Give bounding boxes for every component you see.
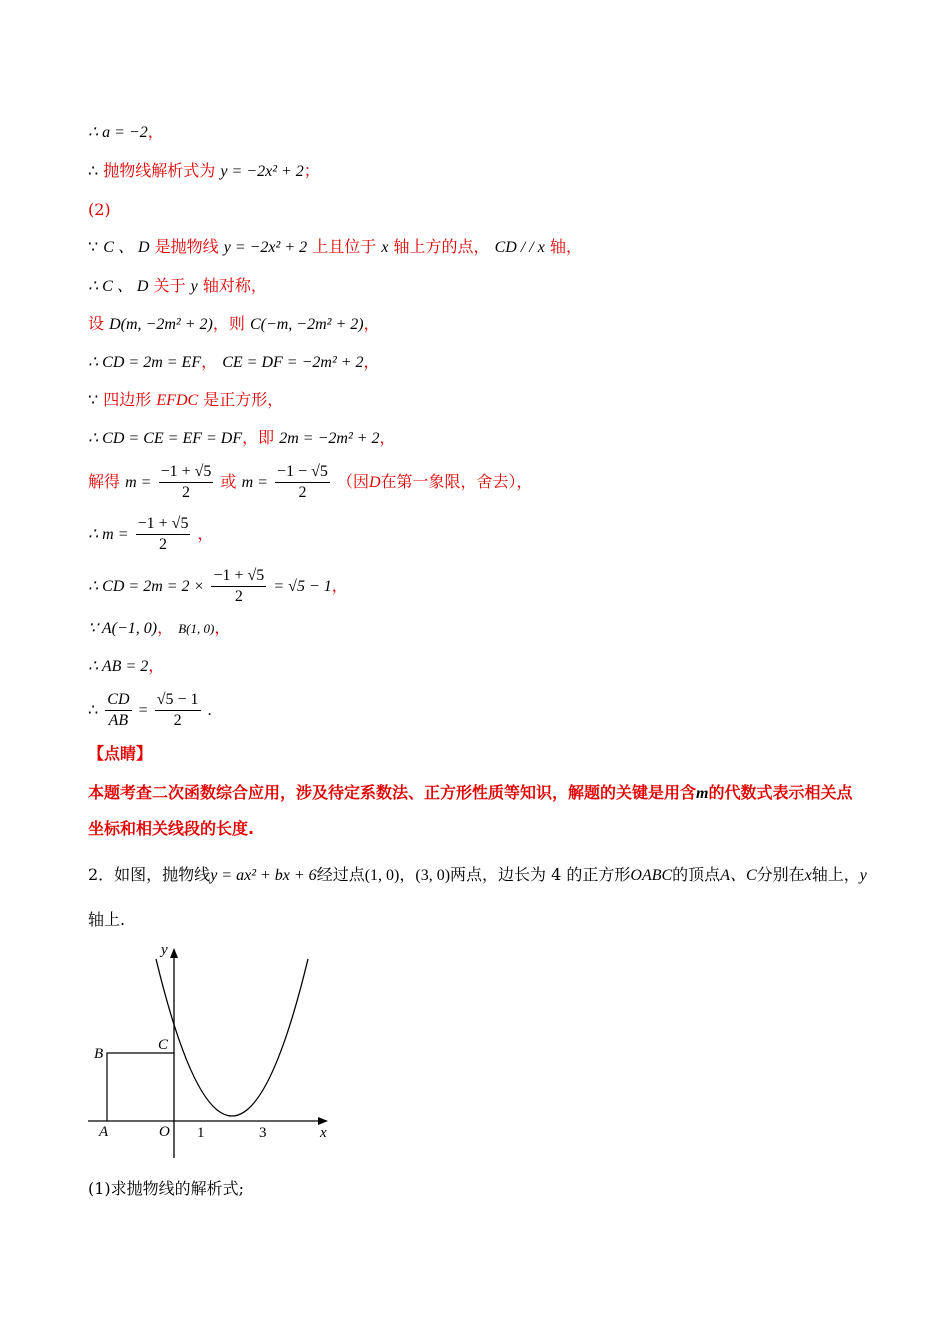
line-equal-sides [88, 428, 396, 449]
math: CE = DF = −2m² + 2 [222, 354, 364, 371]
line-ab-value [88, 656, 164, 677]
punct: ， [363, 352, 380, 371]
math: ∴ m = [88, 526, 129, 543]
text: 轴上. [88, 910, 126, 929]
comment-heading: 【点睛】 [88, 744, 153, 763]
text: 轴上方的点， [393, 237, 490, 256]
line-cd-value [88, 566, 348, 607]
label-c: C [158, 1037, 169, 1053]
punct: ， [331, 576, 348, 595]
text: （因 [336, 472, 369, 491]
fraction [155, 690, 201, 731]
text: 经过点 [316, 865, 365, 884]
math: C(−m, −2m² + 2) [249, 316, 364, 333]
math: y = ax² + bx + 6 [210, 867, 317, 884]
numerator: −1 − √5 [275, 462, 330, 483]
math: y = −2x² + 2 [223, 239, 308, 256]
line-cd-ef [88, 352, 380, 373]
line-set-d [88, 314, 380, 335]
text: 在第一象限，舍去）， [380, 472, 533, 491]
line-ratio [88, 690, 212, 731]
fraction [105, 690, 131, 731]
denominator: 2 [234, 588, 243, 605]
line-a-value [88, 122, 164, 143]
math-a-eq: ∴ a = −2 [88, 124, 148, 141]
y-axis-arrow [170, 948, 178, 958]
punct: ， [147, 122, 164, 141]
fraction [159, 462, 214, 503]
denominator: 2 [181, 484, 190, 501]
math: ∴ C 、 D [88, 278, 149, 295]
numerator: −1 + √5 [136, 514, 191, 535]
text: ，即 [242, 428, 275, 447]
denominator: 2 [159, 536, 168, 553]
text: 轴对称， [202, 276, 267, 295]
numerator: −1 + √5 [211, 566, 266, 587]
math: B(1, 0) [178, 621, 215, 636]
line-m-value [88, 514, 214, 555]
punct: ， [379, 428, 396, 447]
math-parabola: y = −2x² + 2 [220, 163, 304, 180]
line-cd-points [88, 237, 582, 258]
math: CD / / x [494, 239, 545, 256]
text: 上且位于 [312, 237, 377, 256]
math: = [138, 702, 148, 719]
punct: ， [157, 618, 174, 637]
math: ∵ A(−1, 0) [88, 620, 158, 637]
text: ，则 [212, 314, 245, 333]
math: EFDC [156, 392, 199, 409]
math: y [190, 278, 198, 295]
square-outline [107, 1053, 174, 1121]
text: 轴， [549, 237, 582, 256]
math: 2m = −2m² + 2 [279, 430, 380, 447]
label-3: 3 [259, 1125, 267, 1141]
text: 或 [220, 472, 237, 491]
text: 轴上， [811, 865, 860, 884]
punct: ， [197, 524, 214, 543]
text: 抛物线解析式为 [103, 161, 216, 180]
punct: . [207, 702, 212, 719]
punct: ， [148, 656, 165, 675]
math: ∴ AB = 2 [88, 658, 149, 675]
because-symbol: ∵ [88, 239, 99, 256]
question-2 [88, 853, 873, 942]
label-b: B [94, 1046, 104, 1062]
parabola-figure [88, 940, 338, 1160]
math: ∴ CD = 2m = 2 × [88, 578, 205, 595]
math: = √5 − 1 [273, 578, 332, 595]
punct: ， [201, 352, 218, 371]
text: 分别在 [756, 865, 805, 884]
label-x: x [320, 1125, 327, 1141]
label-origin: O [159, 1124, 170, 1140]
text: 2．如图，抛物线 [88, 865, 211, 884]
text: ， [399, 865, 416, 884]
math: (3, 0) [415, 867, 451, 884]
math: m = [125, 474, 152, 491]
text: 本题考查二次函数综合应用，涉及待定系数法、正方形性质等知识，解题的关键是用含 [88, 783, 697, 802]
math: y [859, 867, 867, 884]
line-parabola-expr [88, 161, 320, 182]
denominator: 2 [173, 712, 182, 729]
math: ∴ CD = 2m = EF [88, 354, 202, 371]
comment-body [88, 775, 868, 846]
numerator: √5 − 1 [155, 690, 201, 711]
fraction [136, 514, 191, 555]
math: x [381, 239, 389, 256]
fraction [211, 566, 266, 607]
text: 解得 [88, 472, 121, 491]
text: 是抛物线 [154, 237, 219, 256]
denominator: AB [108, 712, 129, 729]
because-symbol: ∵ [88, 392, 99, 409]
sub-question-1: (1)求抛物线的解析式; [88, 1179, 245, 1198]
text: 是正方形， [203, 390, 284, 409]
math: D [368, 474, 381, 491]
text: 的代数式表示相关点坐标和相关线段的长度. [88, 783, 853, 838]
part-2-label: (2) [88, 200, 111, 219]
therefore-symbol: ∴ [88, 702, 99, 719]
text: 四边形 [103, 390, 152, 409]
label-y: y [161, 942, 168, 958]
parabola-curve [156, 959, 308, 1116]
label-1: 1 [197, 1125, 205, 1141]
math: A、C [720, 867, 757, 884]
line-points-ab [88, 618, 230, 639]
math: m = [241, 474, 268, 491]
label-a: A [99, 1124, 109, 1140]
math: m [696, 785, 709, 802]
text: 两点，边长为 4 的正方形 [450, 865, 631, 884]
x-axis-arrow [318, 1117, 328, 1125]
math: OABC [630, 867, 673, 884]
denominator: 2 [298, 484, 307, 501]
math: x [804, 867, 812, 884]
text: 设 [88, 314, 105, 333]
fraction [275, 462, 330, 503]
text: 的顶点 [672, 865, 721, 884]
numerator: CD [105, 690, 131, 711]
math: D(m, −2m² + 2) [109, 316, 213, 333]
line-symmetric [88, 276, 267, 297]
numerator: −1 + √5 [159, 462, 214, 483]
therefore-symbol: ∴ [88, 163, 99, 180]
math: C 、 D [103, 239, 150, 256]
punct: ； [303, 161, 320, 180]
text: 关于 [153, 276, 186, 295]
line-solve-m [88, 462, 533, 503]
punct: ， [214, 618, 231, 637]
math: (1, 0) [364, 867, 400, 884]
math: ∴ CD = CE = EF = DF [88, 430, 243, 447]
punct: ， [363, 314, 380, 333]
line-square [88, 390, 283, 411]
